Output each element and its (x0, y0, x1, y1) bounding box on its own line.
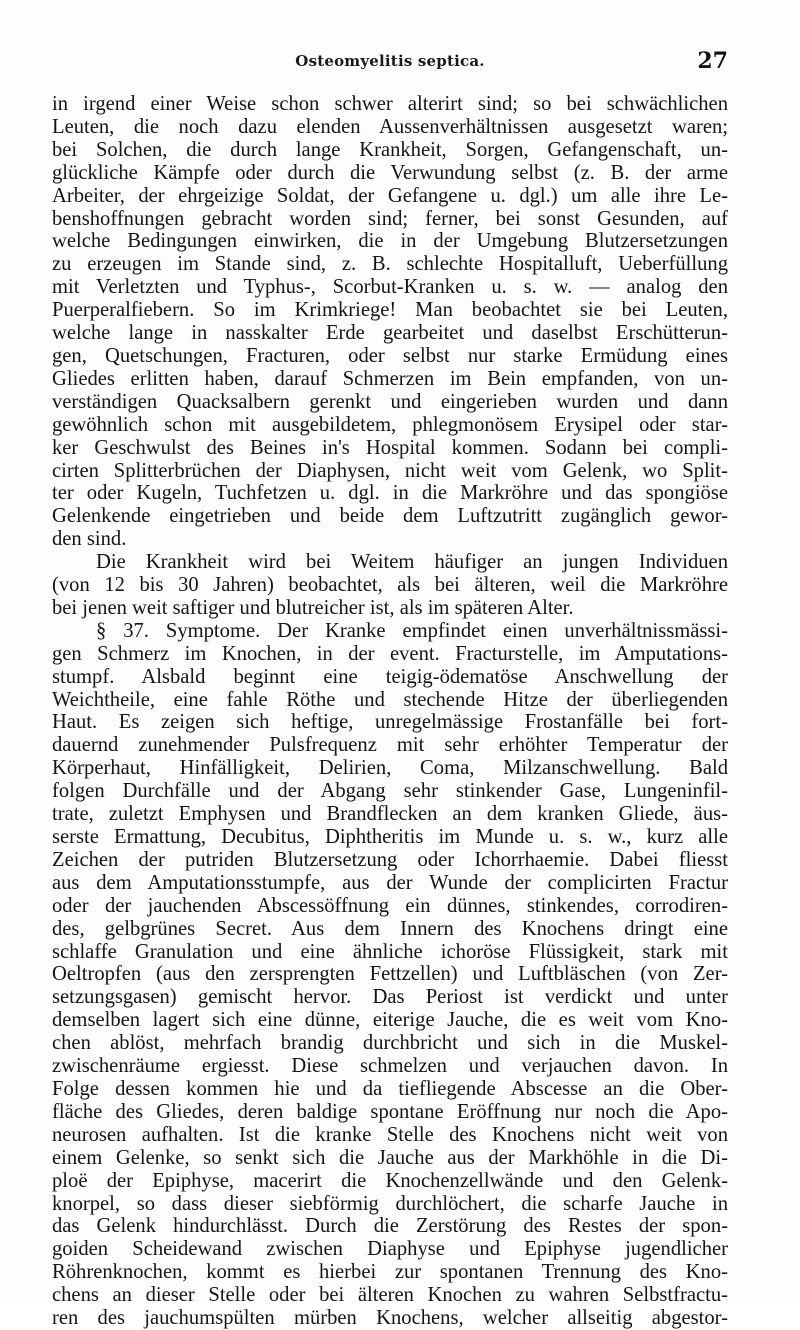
text-line: bei jenen weit saftiger und blutreicher ist, als im späteren Alter. (52, 596, 574, 619)
page-header (52, 50, 728, 80)
text-line: Haut. Es zeigen sich heftige, unregelmässige Frostanfälle bei fort- (52, 711, 728, 734)
text-line: benshoffnungen gebracht worden sind; ferner, bei sonst Gesunden, auf (52, 207, 728, 230)
text-line: ren des jauchumspülten mürben Knochens, welcher allseitig abgestor- (52, 1307, 728, 1330)
text-line: cirten Splitterbrüchen der Diaphysen, nicht weit vom Gelenk, wo Split- (52, 459, 728, 482)
text-line: Die Krankheit wird bei Weitem häufiger an jungen Individuen (96, 551, 728, 574)
text-line: (von 12 bis 30 Jahren) beobachtet, als bei älteren, weil die Markröhre (52, 574, 728, 597)
text-line: dauernd zunehmender Pulsfrequenz mit sehr erhöhter Temperatur der (52, 734, 728, 757)
running-title: Osteomyelitis septica. (295, 52, 485, 70)
text-line: Gliedes erlitten haben, darauf Schmerzen im Bein empfanden, von un- (52, 367, 728, 390)
text-line: das Gelenk hindurchlässt. Durch die Zerstörung des Restes der spon- (52, 1215, 728, 1238)
text-line: zu erzeugen im Stande sind, z. B. schlechte Hospitalluft, Ueberfüllung (52, 253, 728, 276)
text-line: Zeichen der putriden Blutzersetzung oder Ichorrhaemie. Dabei fliesst (52, 848, 728, 871)
text-line: glückliche Kämpfe oder durch die Verwundung selbst (z. B. der arme (52, 161, 728, 184)
text-line: chen ablöst, mehrfach brandig durchbricht und sich in die Muskel- (52, 1032, 728, 1055)
text-line: fläche des Gliedes, deren baldige spontane Eröffnung nur noch die Apo- (52, 1100, 728, 1123)
text-line: neurosen aufhalten. Ist die kranke Stelle des Knochens nicht weit von (52, 1123, 728, 1146)
text-line: Oeltropfen (aus den zersprengten Fettzellen) und Luftbläschen (von Zer- (52, 963, 728, 986)
text-line: Folge dessen kommen hie und da tiefliegende Abscesse an die Ober- (52, 1077, 728, 1100)
text-line: Weichtheile, eine fahle Röthe und stechende Hitze der überliegenden (52, 688, 728, 711)
text-line: Gelenkende eingetrieben und beide dem Luftzutritt zugänglich gewor- (52, 505, 728, 528)
text-line: gen Schmerz im Knochen, in der event. Fracturstelle, im Amputations- (52, 642, 728, 665)
text-line: in irgend einer Weise schon schwer alterirt sind; so bei schwächlichen (52, 93, 728, 115)
text-line: oder der jauchenden Abscessöffnung ein dünnes, stinkendes, corrodiren- (52, 894, 728, 917)
text-line: aus dem Amputationsstumpfe, aus der Wunde der complicirten Fractur (52, 871, 728, 894)
text-line: serste Ermattung, Decubitus, Diphtheritis im Munde u. s. w., kurz alle (52, 826, 728, 848)
text-line: mit Verletzten und Typhus-, Scorbut-Kranken u. s. w. — analog den (52, 276, 728, 299)
text-line: welche lange in nasskalter Erde gearbeitet und daselbst Erschütterun- (52, 322, 728, 345)
text-line: folgen Durchfälle und der Abgang sehr stinkender Gase, Lungeninfil- (52, 780, 728, 803)
text-line: ker Geschwulst des Beines in's Hospital kommen. Sodann bei compli- (52, 436, 728, 459)
text-line: Röhrenknochen, kommt es hierbei zur spontanen Trennung des Kno- (52, 1261, 728, 1284)
text-line: Körperhaut, Hinfälligkeit, Delirien, Coma, Milzanschwellung. Bald (52, 757, 728, 780)
text-line: demselben lagert sich eine dünne, eiterige Jauche, die es weit vom Kno- (52, 1009, 728, 1032)
text-line: trate, zuletzt Emphysen und Brandflecken an dem kranken Gliede, äus- (52, 803, 728, 826)
paragraph (52, 620, 728, 1330)
text-line: gewöhnlich schon mit ausgebildetem, phlegmonösem Erysipel oder star- (52, 413, 728, 436)
text-line: den sind. (52, 528, 127, 551)
text-line: goiden Scheidewand zwischen Diaphyse und Epiphyse jugendlicher (52, 1238, 728, 1261)
text-line: welche Bedingungen einwirken, die in der Umgebung Blutzersetzungen (52, 230, 728, 253)
text-line: gen, Quetschungen, Fracturen, oder selbst nur starke Ermüdung eines (52, 344, 728, 367)
text-line: chens an dieser Stelle oder bei älteren Knochen zu wahren Selbstfractu- (52, 1284, 728, 1307)
text-line: Arbeiter, der ehrgeizige Soldat, der Gefangene u. dgl.) um alle ihre Le- (52, 184, 728, 207)
body-text (52, 93, 728, 1330)
text-line: Puerperalfiebern. So im Krimkriege! Man beobachtet sie bei Leuten, (52, 299, 728, 322)
text-line: § 37. Symptome. Der Kranke empfindet einen unverhältnissmässi- (96, 619, 728, 642)
text-line: stumpf. Alsbald beginnt eine teigig-ödematöse Anschwellung der (52, 665, 728, 688)
text-line: verständigen Quacksalbern gerenkt und eingerieben wurden und dann (52, 390, 728, 413)
paragraph (52, 93, 728, 551)
text-line: bei Solchen, die durch lange Krankheit, Sorgen, Gefangenschaft, un- (52, 138, 728, 161)
text-line: ploë der Epiphyse, macerirt die Knochenzellwände und den Gelenk- (52, 1169, 728, 1192)
text-line: setzungsgasen) gemischt hervor. Das Periost ist verdickt und unter (52, 986, 728, 1009)
text-line: ter oder Kugeln, Tuchfetzen u. dgl. in die Markröhre und das spongiöse (52, 482, 728, 505)
text-line: Leuten, die noch dazu elenden Aussenverhältnissen ausgesetzt waren; (52, 115, 728, 138)
paragraph (52, 551, 728, 620)
text-line: des, gelbgrünes Secret. Aus dem Innern des Knochens dringt eine (52, 917, 728, 940)
text-line: schlaffe Granulation und eine ähnliche ichoröse Flüssigkeit, stark mit (52, 940, 728, 963)
page-number: 27 (697, 48, 728, 74)
text-line: knorpel, so dass dieser siebförmig durchlöchert, die scharfe Jauche in (52, 1192, 728, 1215)
text-line: zwischenräume ergiesst. Diese schmelzen und verjauchen davon. In (52, 1055, 728, 1078)
text-line: einem Gelenke, so senkt sich die Jauche aus der Markhöhle in die Di- (52, 1146, 728, 1169)
